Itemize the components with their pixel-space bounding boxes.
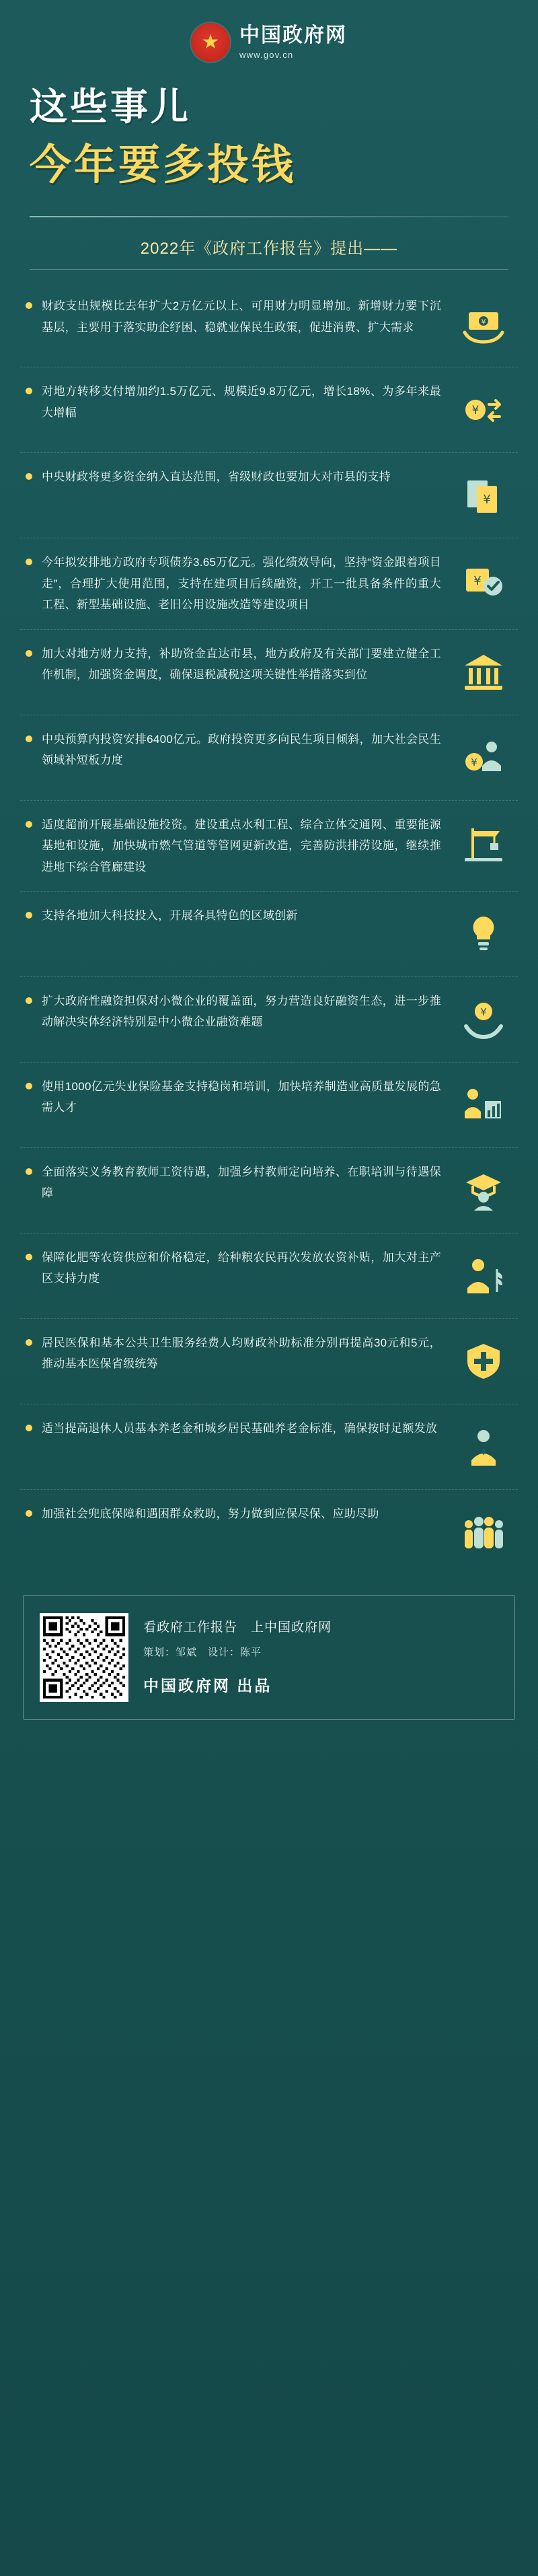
money-in-hands-icon: [455, 295, 512, 353]
list-item-text: 中央财政将更多资金纳入直达范围，省级财政也要加大对市县的支持: [42, 470, 391, 484]
yuan-documents-icon: [455, 466, 512, 524]
list-item: [20, 715, 518, 801]
emblem-star-icon: ★: [201, 31, 220, 53]
medical-cross-icon: [455, 1332, 512, 1390]
footer-credits-line: 策划：邹斌 设计：陈平: [143, 1647, 262, 1658]
list-item: [20, 1490, 518, 1575]
yuan-transfer-icon: [455, 381, 512, 439]
yuan-check-badge-icon: [455, 552, 512, 610]
site-title-block: [239, 24, 347, 60]
bullet-icon: [26, 1254, 32, 1260]
headline-line-2: 今年要多投钱: [30, 142, 297, 189]
footer-producer-line: 中国政府网 出品: [143, 1677, 272, 1694]
bullet-icon: [26, 736, 32, 742]
list-item-text: 财政支出规模比去年扩大2万亿元以上、可用财力明显增加。新增财力要下沉基层，主要用于落实助企纾困、稳就业保民生政策，促进消费、扩大需求: [42, 299, 441, 334]
bullet-icon: [26, 821, 32, 828]
list-item-text: 扩大政府性融资担保对小微企业的覆盖面，努力营造良好融资生态，进一步推动解决实体经济特别是中小微企业融资难题: [42, 995, 441, 1029]
svg-text:¥: ¥: [473, 574, 482, 589]
graduate-teacher-icon: [455, 1161, 512, 1219]
site-url: www.gov.cn: [239, 49, 294, 60]
bullet-icon: [26, 650, 32, 657]
bullet-icon: [26, 473, 32, 480]
list-item-text: 保障化肥等农资供应和价格稳定，给种粮农民再次发放农资补贴，加大对主产区支持力度: [42, 1251, 441, 1285]
qr-code-icon[interactable]: [40, 1613, 128, 1702]
list-item-text: 使用1000亿元失业保险基金支持稳岗和培训，加快培养制造业高质量发展的急需人才: [42, 1080, 441, 1114]
site-name: 中国政府网: [239, 24, 347, 47]
bullet-icon: [26, 388, 32, 394]
list-item: [20, 1063, 518, 1148]
crane-construction-icon: [455, 814, 512, 872]
footer-text-block: [143, 1613, 498, 1696]
list-item: [20, 630, 518, 715]
svg-text:¥: ¥: [480, 1006, 487, 1018]
list-item: [20, 892, 518, 977]
list-item-text: 全面落实义务教育教师工资待遇，加强乡村教师定向培养、在职培训与待遇保障: [42, 1166, 441, 1200]
list-item-text: 加大对地方财力支持，补助资金直达市县，地方政府及有关部门要建立健全工作机制，加强资金调度，确保退税减税这项关键性举措落实到位: [42, 647, 441, 682]
china-national-emblem-icon: [191, 23, 230, 62]
bullet-icon: [26, 1510, 32, 1517]
list-item: [20, 1319, 518, 1404]
policy-list: [0, 270, 538, 1588]
subtitle: 2022年《政府工作报告》提出——: [140, 240, 398, 258]
people-yuan-icon: [455, 729, 512, 787]
bullet-icon: [26, 997, 32, 1004]
list-item: [20, 977, 518, 1063]
bullet-icon: [26, 912, 32, 919]
bullet-icon: [26, 1168, 32, 1175]
list-item: [20, 453, 518, 538]
bullet-icon: [26, 1083, 32, 1089]
list-item: [20, 538, 518, 629]
farmer-wheat-icon: [455, 1247, 512, 1305]
svg-text:¥: ¥: [481, 318, 486, 327]
hand-yuan-icon: [455, 991, 512, 1048]
headline-block: [0, 73, 538, 196]
list-item: [20, 282, 518, 367]
list-item-text: 对地方转移支付增加约1.5万亿元、规模近9.8万亿元，增长18%、为多年来最大增幅: [42, 385, 441, 419]
bullet-icon: [26, 1425, 32, 1431]
svg-text:¥: ¥: [471, 756, 477, 768]
bullet-icon: [26, 302, 32, 309]
worker-chart-icon: [455, 1076, 512, 1134]
list-item-text: 居民医保和基本公共卫生服务经费人均财政补助标准分别再提高30元和5元，推动基本医保省级统筹: [42, 1336, 441, 1371]
footer-promo-line: 看政府工作报告 上中国政府网: [143, 1620, 332, 1635]
family-group-icon: [455, 1503, 512, 1561]
list-item: [20, 367, 518, 453]
list-item: [20, 1148, 518, 1233]
headline-line-1: 这些事儿: [30, 85, 191, 128]
list-item: [20, 1404, 518, 1490]
list-item: [20, 801, 518, 892]
list-item-text: 加强社会兜底保障和遇困群众救助，努力做到应保尽保、应助尽助: [42, 1507, 379, 1520]
svg-text:¥: ¥: [471, 404, 479, 418]
list-item-text: 今年拟安排地方政府专项债券3.65万亿元。强化绩效导向，坚持“资金跟着项目走”，合理扩大使用范围，支持在建项目后续融资，开工一批具备条件的重大工程、新型基础设施、老旧公用设施改造等建设项目: [42, 556, 441, 612]
site-header: [0, 0, 538, 73]
bank-building-icon: [455, 643, 512, 701]
list-item-text: 适度超前开展基础设施投资。建设重点水利工程、综合立体交通网、重要能源基地和设施，加快城市燃气管道等管网更新改造，完善防洪排涝设施，继续推进地下综合管廊建设: [42, 818, 441, 873]
elderly-care-icon: [455, 1418, 512, 1476]
bullet-icon: [26, 559, 32, 565]
footer-card: [23, 1595, 515, 1720]
lightbulb-gear-icon: [455, 905, 512, 963]
list-item-text: 支持各地加大科技投入，开展各具特色的区域创新: [42, 909, 298, 922]
list-item-text: 适当提高退休人员基本养老金和城乡居民基础养老金标准，确保按时足额发放: [42, 1422, 438, 1435]
list-item: [20, 1233, 518, 1319]
bullet-icon: [26, 1339, 32, 1346]
headline-divider: [30, 216, 508, 217]
svg-text:¥: ¥: [483, 493, 491, 507]
list-item-text: 中央预算内投资安排6400亿元。政府投资更多向民生项目倾斜，加大社会民生领域补短板力度: [42, 732, 441, 767]
